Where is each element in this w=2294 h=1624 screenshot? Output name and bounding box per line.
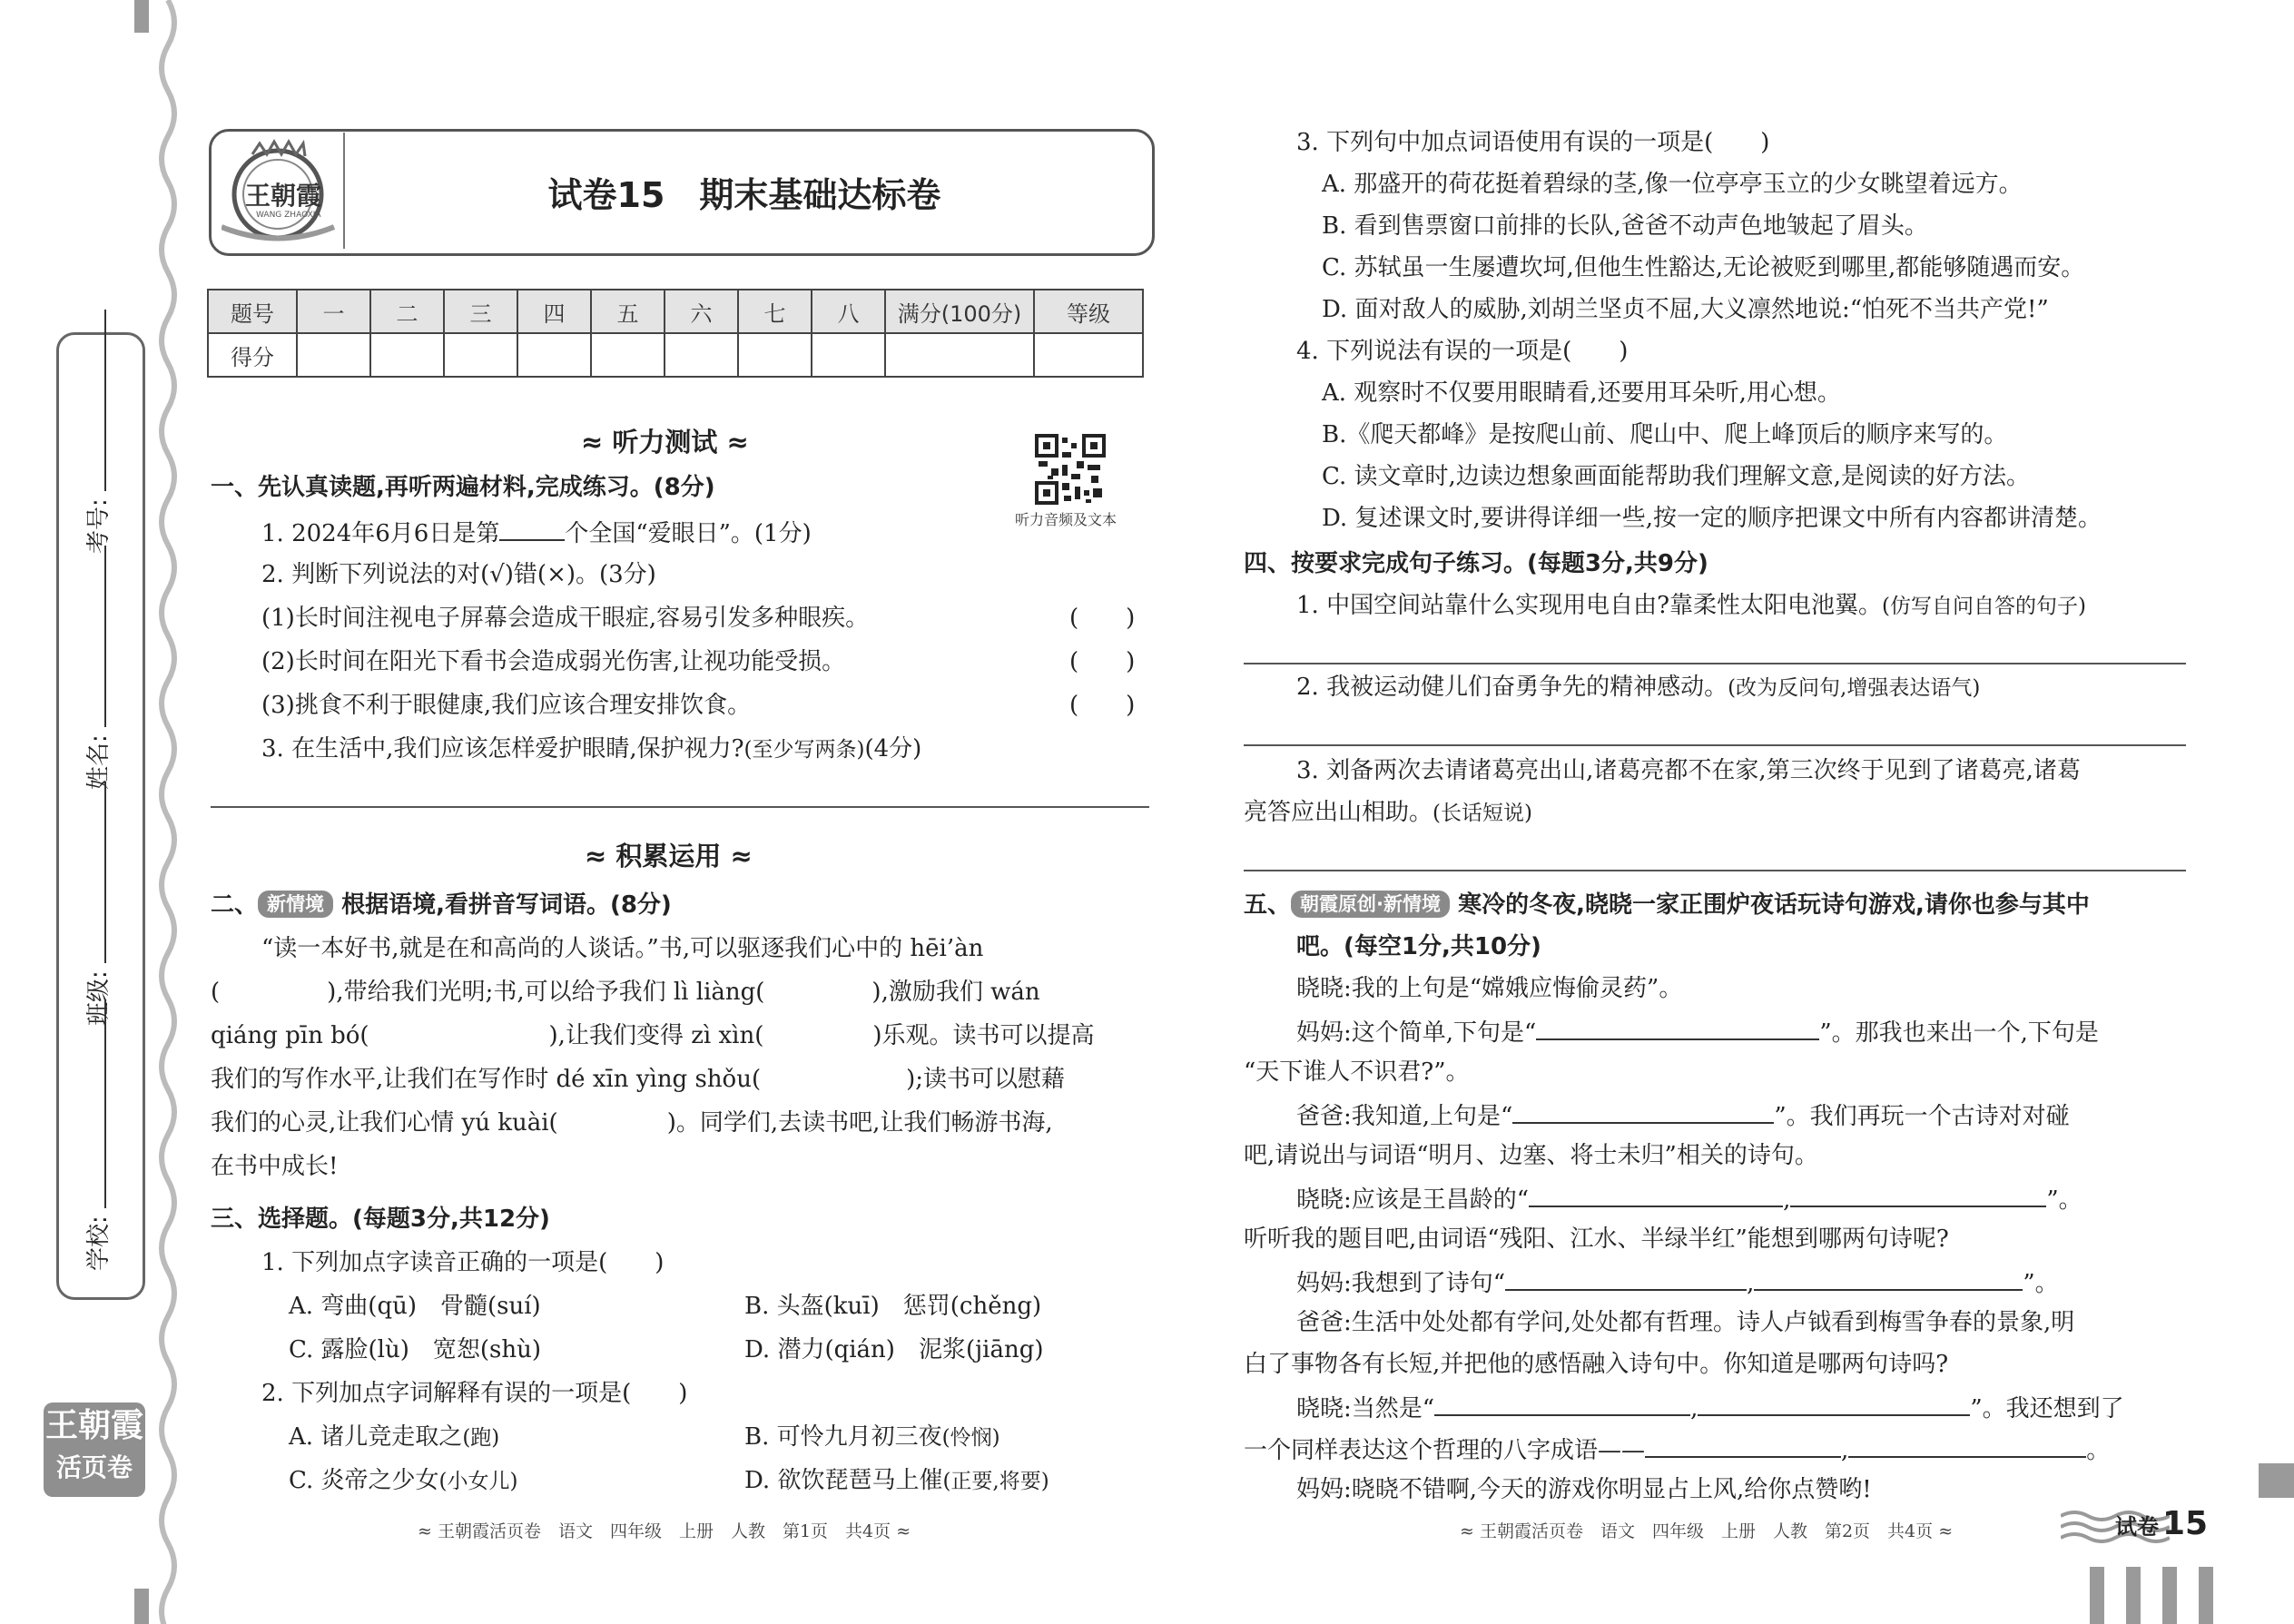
dialogue-7: 听听我的题目吧,由词语“残阳、江水、半绿半红”能想到哪两句诗呢? xyxy=(1244,1225,1949,1253)
dialogue-text: , xyxy=(1783,1186,1791,1214)
dialogue-text: 晓晓:当然是“ xyxy=(1296,1395,1435,1422)
answer-line[interactable] xyxy=(1244,744,2186,746)
dialogue-10: 白了事物各有长短,并把他的感悟融入诗句中。你知道是哪两句诗吗? xyxy=(1244,1351,1949,1378)
score-input-cell[interactable] xyxy=(885,333,1034,377)
dialogue-text: , xyxy=(1841,1437,1849,1464)
exam-number-field[interactable]: 考号: xyxy=(80,310,113,554)
score-cell: 五 xyxy=(591,290,665,333)
option-text: A. 诸儿竞走取之 xyxy=(289,1423,463,1451)
q3-title: 三、选择题。(每题3分,共12分) xyxy=(211,1206,550,1233)
choice-1-stem: 1. 下列加点字读音正确的一项是( ) xyxy=(261,1249,665,1276)
score-cell: 得分 xyxy=(208,333,297,377)
q2-text: 我们的写作水平,让我们在写作时 dé xīn yìng shǒu( xyxy=(211,1066,762,1093)
q1-item1 xyxy=(261,516,812,549)
q2-para-line1: “读一本好书,就是在和高尚的人谈话。”书,可以驱逐我们心中的 hēi’àn xyxy=(261,935,984,962)
dialogue-text: 爸爸:我知道,上句是“ xyxy=(1296,1103,1513,1130)
choice-2-option-a[interactable] xyxy=(289,1422,499,1453)
logo-text: 王朝霞 xyxy=(245,181,322,211)
bottom-stripe xyxy=(2199,1567,2213,1624)
option-text: B. 可怜九月初三夜 xyxy=(744,1423,942,1451)
q5-num: 五、 xyxy=(1244,891,1292,919)
score-input-cell[interactable] xyxy=(517,333,591,377)
answer-line[interactable] xyxy=(211,806,1149,808)
score-cell: 满分(100分) xyxy=(885,290,1034,333)
option-text: C. 炎帝之少女 xyxy=(289,1467,439,1494)
q5-title xyxy=(1244,890,2090,920)
logo xyxy=(222,136,341,245)
choice-3-stem: 3. 下列句中加点词语使用有误的一项是( ) xyxy=(1296,129,1770,156)
accum-heading-text: 积累运用 xyxy=(615,841,722,871)
qr-caption: 听力音频及文本 xyxy=(1015,511,1117,528)
bottom-stripe xyxy=(2126,1567,2141,1624)
dialogue-2 xyxy=(1296,1015,2099,1048)
q2-text: ),激励我们 wán xyxy=(871,979,1040,1006)
dialogue-text: 妈妈:这个简单,下句是“ xyxy=(1296,1019,1537,1047)
right-edge-tab xyxy=(2259,1463,2294,1498)
dialogue-3: “天下谁人不识君?”。 xyxy=(1244,1058,1470,1086)
q2-para-line4 xyxy=(211,1064,1065,1095)
dialogue-text: ”。那我也来出一个,下句是 xyxy=(1819,1019,2099,1047)
choice-4-option-b[interactable]: B.《爬天都峰》是按爬山前、爬山中、爬上峰顶后的顺序来写的。 xyxy=(1322,421,2008,448)
choice-3-option-d[interactable]: D. 面对敌人的威胁,刘胡兰坚贞不屈,大义凛然地说:“怕死不当共产党!” xyxy=(1322,296,2049,323)
footer-right: ≈ 王朝霞活页卷 语文 四年级 上册 人教 第2页 共4页 ≈ xyxy=(1460,1521,1954,1541)
score-cell: 四 xyxy=(517,290,591,333)
choice-4-option-c[interactable]: C. 读文章时,边读边想象画面能帮助我们理解文意,是阅读的好方法。 xyxy=(1322,463,2031,490)
judge-paren-2[interactable]: ( ) xyxy=(1069,648,1136,675)
dialogue-8 xyxy=(1296,1265,2059,1299)
dialogue-13: 妈妈:晓晓不错啊,今天的游戏你明显占上风,给你点赞哟! xyxy=(1296,1476,1872,1503)
dialogue-11 xyxy=(1296,1391,2124,1424)
sentence-hint: (仿写自问自答的句子) xyxy=(1882,595,2086,618)
score-cell: 六 xyxy=(665,290,738,333)
dialogue-4 xyxy=(1296,1098,2070,1132)
accum-heading: ≈ 积累运用 ≈ xyxy=(585,841,753,871)
left-edge-bar xyxy=(134,0,149,33)
footer-left: ≈ 王朝霞活页卷 语文 四年级 上册 人教 第1页 共4页 ≈ xyxy=(418,1521,911,1541)
q1-item3-hint: (至少写两条) xyxy=(743,738,865,762)
option-note: (跑) xyxy=(462,1426,500,1450)
choice-1-option-c[interactable]: C. 露脸(lù) 宽恕(shù) xyxy=(289,1336,541,1363)
judge-paren-1[interactable]: ( ) xyxy=(1069,605,1136,632)
q1-item1-text: 1. 2024年6月6日是第 xyxy=(261,520,500,547)
dialogue-text: ”。 xyxy=(2023,1270,2059,1297)
answer-blank[interactable] xyxy=(1512,1098,1774,1124)
choice-3-option-b[interactable]: B. 看到售票窗口前排的长队,爸爸不动声色地皱起了眉头。 xyxy=(1322,212,1928,240)
wavy-edge xyxy=(150,0,186,1624)
dialogue-9: 爸爸:生活中处处都有学问,处处都有哲理。诗人卢钺看到梅雪争春的景象,明 xyxy=(1296,1309,2075,1336)
answer-blank[interactable] xyxy=(1434,1391,1690,1416)
dialogue-6 xyxy=(1296,1182,2082,1216)
choice-2-option-b[interactable] xyxy=(744,1422,1000,1453)
judge-statement-2: (2)长时间在阳光下看书会造成弱光伤害,让视功能受损。 xyxy=(261,648,846,675)
q2-text: ),带给我们光明;书,可以给予我们 lì liàng( xyxy=(327,979,765,1006)
q1-item3-score: (4分) xyxy=(864,735,922,763)
footer-left-text: 王朝霞活页卷 语文 四年级 上册 人教 第1页 共4页 xyxy=(437,1521,891,1541)
bottom-stripe xyxy=(2090,1567,2104,1624)
answer-blank[interactable] xyxy=(1645,1432,1841,1458)
dialogue-text: ”。 xyxy=(2046,1186,2082,1214)
q2-para-line5 xyxy=(211,1107,1053,1138)
sentence-text: 亮答应出山相助。 xyxy=(1244,799,1433,826)
score-input-cell[interactable] xyxy=(738,333,812,377)
q1-item3 xyxy=(261,733,921,765)
footer-right-text: 王朝霞活页卷 语文 四年级 上册 人教 第2页 共4页 xyxy=(1479,1521,1934,1541)
score-cell: 三 xyxy=(444,290,517,333)
score-cell: 一 xyxy=(297,290,370,333)
q2-para-line3 xyxy=(211,1020,1095,1051)
score-input-cell[interactable] xyxy=(591,333,665,377)
answer-blank[interactable] xyxy=(1529,1182,1783,1207)
q2-title xyxy=(211,890,672,920)
choice-3-option-a[interactable]: A. 那盛开的荷花挺着碧绿的茎,像一位亭亭玉立的少女眺望着远方。 xyxy=(1322,171,2023,198)
listening-heading-text: 听力测试 xyxy=(612,427,718,458)
score-input-row xyxy=(208,333,1143,377)
q2-para-line2 xyxy=(211,977,1040,1008)
listening-heading: ≈ 听力测试 ≈ xyxy=(581,427,749,458)
q1-title: 一、先认真读题,再听两遍材料,完成练习。(8分) xyxy=(211,474,715,501)
class-field[interactable]: 班级: xyxy=(80,782,113,1026)
dialogue-text: , xyxy=(1747,1270,1755,1297)
score-input-cell[interactable] xyxy=(370,333,444,377)
dialogue-text: 一个同样表达这个哲理的八字成语—— xyxy=(1244,1437,1646,1464)
q2-text: 我们的心灵,让我们心情 yú kuài( xyxy=(211,1109,558,1137)
q2-num: 二、 xyxy=(211,891,259,919)
score-input-cell[interactable] xyxy=(812,333,885,377)
q4-title: 四、按要求完成句子练习。(每题3分,共9分) xyxy=(1244,550,1708,577)
dialogue-text: 。 xyxy=(2086,1437,2111,1464)
judge-paren-3[interactable]: ( ) xyxy=(1069,692,1136,719)
sentence-3-line2 xyxy=(1244,797,1532,829)
answer-line[interactable] xyxy=(1244,870,2186,871)
page-title: 试卷15 期末基础达标卷 xyxy=(547,175,941,215)
logo-sub: WANG ZHAOXIA xyxy=(256,211,321,220)
option-note: (小女儿) xyxy=(438,1470,518,1493)
dialogue-1: 晓晓:我的上句是“嫦娥应悔偷灵药”。 xyxy=(1296,975,1683,1002)
dialogue-text: 妈妈:我想到了诗句“ xyxy=(1296,1270,1506,1297)
paper-badge xyxy=(2115,1505,2208,1542)
qr-code-icon[interactable] xyxy=(1035,434,1106,505)
paper-badge-label: 试卷 xyxy=(2115,1514,2159,1540)
score-cell: 八 xyxy=(812,290,885,333)
choice-4-option-a[interactable]: A. 观察时不仅要用眼睛看,还要用耳朵听,用心想。 xyxy=(1322,379,1841,407)
score-input-cell[interactable] xyxy=(444,333,517,377)
q1-item1-text2: 个全国“爱眼日”。(1分) xyxy=(565,520,812,547)
sentence-hint: (改为反问句,增强表达语气) xyxy=(1728,676,1981,700)
judge-statement-1: (1)长时间注视电子屏幕会造成干眼症,容易引发多种眼疾。 xyxy=(261,605,870,632)
answer-blank[interactable] xyxy=(1505,1265,1747,1291)
q5-title-line2: 吧。(每空1分,共10分) xyxy=(1296,933,1541,960)
q1-item3-text: 3. 在生活中,我们应该怎样爱护眼睛,保护视力? xyxy=(261,735,744,763)
school-field[interactable]: 学校: xyxy=(80,999,113,1271)
choice-3-option-c[interactable]: C. 苏轼虽一生屡遭坎坷,但他生性豁达,无论被贬到哪里,都能够随遇而安。 xyxy=(1322,254,2085,281)
choice-2-option-c[interactable] xyxy=(289,1465,517,1497)
choice-1-option-a[interactable]: A. 弯曲(qū) 骨髓(suí) xyxy=(289,1293,541,1320)
original-context-tag: 朝霞原创·新情境 xyxy=(1291,891,1450,918)
q2-text: ( xyxy=(211,979,221,1006)
choice-1-option-d[interactable]: D. 潜力(qián) 泥浆(jiāng) xyxy=(744,1336,1044,1363)
choice-1-option-b[interactable]: B. 头盔(kuī) 惩罚(chěng) xyxy=(744,1293,1042,1320)
brand-line1: 王朝霞 xyxy=(44,1407,143,1444)
q2-text: ),让我们变得 zì xìn( xyxy=(548,1022,764,1049)
answer-blank[interactable] xyxy=(1754,1265,2023,1291)
sentence-hint: (长话短说) xyxy=(1433,802,1532,825)
dialogue-text: , xyxy=(1690,1395,1698,1422)
q2-text: 根据语境,看拼音写词语。(8分) xyxy=(341,891,672,919)
q2-text: qiáng pīn bó( xyxy=(211,1022,369,1049)
dialogue-5: 吧,请说出与词语“明月、边塞、将士未归”相关的诗句。 xyxy=(1244,1142,1818,1169)
sentence-3-line1: 3. 刘备两次去请诸葛亮出山,诸葛亮都不在家,第三次终于见到了诸葛亮,诸葛 xyxy=(1296,757,2081,784)
answer-blank[interactable] xyxy=(1790,1182,2046,1207)
answer-blank[interactable] xyxy=(499,516,565,541)
score-cell: 题号 xyxy=(208,290,297,333)
sentence-text: 1. 中国空间站靠什么实现用电自由?靠柔性太阳电池翼。 xyxy=(1296,592,1883,619)
answer-blank[interactable] xyxy=(1536,1015,1819,1040)
score-cell: 七 xyxy=(738,290,812,333)
score-table xyxy=(207,289,1144,378)
choice-4-option-d[interactable]: D. 复述课文时,要讲得详细一些,按一定的顺序把课文中所有内容都讲清楚。 xyxy=(1322,505,2102,532)
option-text: D. 欲饮琵琶马上催 xyxy=(744,1467,943,1494)
choice-2-option-d[interactable] xyxy=(744,1465,1049,1497)
answer-blank[interactable] xyxy=(1698,1391,1970,1416)
q5-text: 寒冷的冬夜,晓晓一家正围炉夜话玩诗句游戏,请你也参与其中 xyxy=(1458,891,2090,919)
score-input-cell[interactable] xyxy=(665,333,738,377)
q2-text: );读书可以慰藉 xyxy=(906,1066,1066,1093)
q2-para-line6: 在书中成长! xyxy=(211,1153,339,1180)
dialogue-text: ”。我还想到了 xyxy=(1970,1395,2124,1422)
q1-item2: 2. 判断下列说法的对(√)错(×)。(3分) xyxy=(261,561,656,588)
sentence-text: 2. 我被运动健儿们奋勇争先的精神感动。 xyxy=(1296,674,1728,701)
brand-line2: 活页卷 xyxy=(55,1452,133,1482)
brand-block xyxy=(44,1403,145,1497)
answer-line[interactable] xyxy=(1244,663,2186,664)
choice-4-stem: 4. 下列说法有误的一项是( ) xyxy=(1296,338,1629,365)
dialogue-12 xyxy=(1244,1432,2110,1466)
score-header-row xyxy=(208,290,1143,333)
bottom-stripe xyxy=(2162,1567,2177,1624)
answer-blank[interactable] xyxy=(1848,1432,2086,1458)
option-note: (怜悯) xyxy=(941,1426,1000,1450)
q2-text: )乐观。读书可以提高 xyxy=(872,1022,1095,1049)
score-cell: 二 xyxy=(370,290,444,333)
choice-2-stem: 2. 下列加点字词解释有误的一项是( ) xyxy=(261,1380,688,1407)
q2-text: )。同学们,去读书吧,让我们畅游书海, xyxy=(666,1109,1053,1137)
new-context-tag: 新情境 xyxy=(258,891,333,918)
score-cell: 等级 xyxy=(1034,290,1143,333)
paper-badge-number: 15 xyxy=(2162,1505,2209,1542)
score-input-cell[interactable] xyxy=(1034,333,1143,377)
dialogue-text: 晓晓:应该是王昌龄的“ xyxy=(1296,1186,1530,1214)
dialogue-text: ”。我们再玩一个古诗对对碰 xyxy=(1774,1103,2070,1130)
sentence-1 xyxy=(1296,590,2086,622)
option-note: (正要,将要) xyxy=(942,1470,1049,1493)
score-input-cell[interactable] xyxy=(297,333,370,377)
left-edge-bar xyxy=(134,1589,149,1624)
sentence-2 xyxy=(1296,672,1980,704)
judge-statement-3: (3)挑食不利于眼健康,我们应该合理安排饮食。 xyxy=(261,692,752,719)
name-field[interactable]: 姓名: xyxy=(80,546,113,790)
